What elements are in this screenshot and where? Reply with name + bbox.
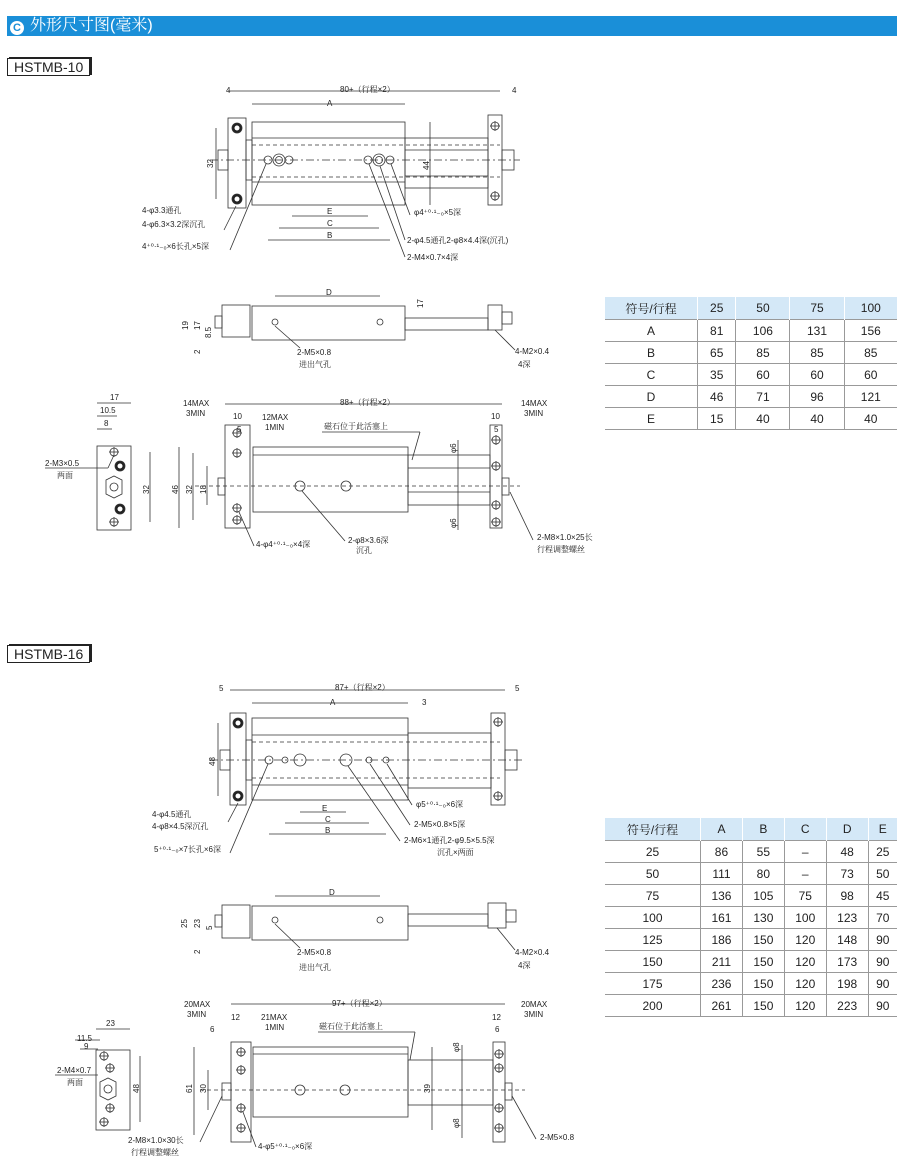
table-cell: 156 [844, 320, 897, 342]
table-cell: 50 [868, 863, 897, 885]
callout-label: 2-φ8×3.6深 [348, 536, 389, 545]
dim-label: 11.5 [77, 1034, 92, 1043]
dim-label: φ8 [452, 1042, 461, 1052]
dim-label: 3MIN [524, 409, 544, 418]
model-label-hstmb-10: HSTMB-10 [7, 58, 90, 76]
dim-label: 6 [495, 1025, 500, 1034]
dim-label: 80+（行程×2） [340, 85, 395, 94]
dim-label: A [330, 698, 336, 707]
column-header: E [868, 818, 897, 841]
dim-label: 18 [199, 485, 208, 494]
table-cell: 15 [698, 408, 736, 430]
table-cell: – [784, 841, 826, 863]
table-cell: 70 [868, 907, 897, 929]
callout-label: 2-φ4.5通孔2-φ8×4.4深(沉孔) [407, 236, 509, 245]
table-row [605, 408, 897, 430]
dim-label: 12MAX [262, 413, 289, 422]
table-cell: – [784, 863, 826, 885]
table-cell: 173 [826, 951, 868, 973]
table-cell: 25 [868, 841, 897, 863]
callout-label: 4深 [518, 961, 531, 970]
dim-label: 5 [237, 425, 242, 434]
table-cell: D [605, 386, 698, 408]
hstmb16-side-view [215, 896, 516, 950]
dim-label: 8.5 [204, 326, 213, 338]
callout-label: 4-M2×0.4 [515, 347, 550, 356]
table-row [605, 320, 897, 342]
dim-label: 23 [193, 919, 202, 928]
table-cell: 105 [742, 885, 784, 907]
dim-label: 48 [132, 1084, 141, 1093]
table-cell: 123 [826, 907, 868, 929]
dim-label: 3 [422, 698, 427, 707]
table-cell: 80 [742, 863, 784, 885]
table-header-row [605, 297, 897, 320]
table-cell: 175 [605, 973, 701, 995]
table-cell: 86 [701, 841, 743, 863]
dim-label: B [325, 826, 331, 835]
dim-label: 5 [219, 684, 224, 693]
callout-label: 4⁺⁰·¹₋₀×6长孔×5深 [142, 242, 209, 251]
table-cell: 130 [742, 907, 784, 929]
dim-label: 87+（行程×2） [335, 683, 390, 692]
table-cell: 73 [826, 863, 868, 885]
section-c-icon: C [10, 21, 24, 35]
dim-label: 61 [185, 1084, 194, 1093]
table-row [605, 863, 897, 885]
table-row [605, 929, 897, 951]
table-cell: 131 [790, 320, 844, 342]
dim-label: 23 [106, 1019, 115, 1028]
column-header: D [826, 818, 868, 841]
table-cell: 55 [742, 841, 784, 863]
table-cell: E [605, 408, 698, 430]
dim-label: 2 [193, 349, 202, 354]
column-header: 100 [844, 297, 897, 320]
table-cell: 150 [742, 951, 784, 973]
dim-label: 20MAX [521, 1000, 548, 1009]
dim-label: 1MIN [265, 1023, 285, 1032]
table-cell: 48 [826, 841, 868, 863]
callout-label: 4-φ4.5通孔 [152, 810, 192, 819]
dim-label: 9 [84, 1042, 89, 1051]
dim-label: 25 [180, 919, 189, 928]
callout-label: 2-M6×1通孔2-φ9.5×5.5深 [404, 836, 495, 845]
hstmb10-top-view [210, 91, 520, 257]
hstmb10-side-view [215, 296, 515, 350]
callout-label: 沉孔×两面 [437, 848, 474, 857]
table-cell: 120 [784, 995, 826, 1017]
table-cell: 46 [698, 386, 736, 408]
table-cell: 40 [736, 408, 790, 430]
table-cell: 136 [701, 885, 743, 907]
dim-label: 3MIN [524, 1010, 544, 1019]
table-cell: 40 [844, 408, 897, 430]
table-row [605, 907, 897, 929]
dim-label: 5 [205, 925, 214, 930]
table-cell: 261 [701, 995, 743, 1017]
callout-label: 2-M5×0.8 [297, 348, 332, 357]
table-cell: 198 [826, 973, 868, 995]
callout-label: 两面 [67, 1078, 83, 1087]
column-header: 75 [790, 297, 844, 320]
table-cell: 81 [698, 320, 736, 342]
table-cell: 50 [605, 863, 701, 885]
dim-label: B [327, 231, 333, 240]
dim-label: 12 [231, 1013, 240, 1022]
dim-label: 10 [491, 412, 500, 421]
section-title: 外形尺寸图(毫米) [30, 17, 153, 34]
dimension-table-hstmb-10 [605, 297, 897, 430]
column-header: 50 [736, 297, 790, 320]
table-cell: 90 [868, 929, 897, 951]
table-cell: 75 [605, 885, 701, 907]
table-cell: 121 [844, 386, 897, 408]
table-cell: 211 [701, 951, 743, 973]
table-cell: 85 [790, 342, 844, 364]
table-cell: 150 [742, 973, 784, 995]
column-header: C [784, 818, 826, 841]
dim-label: 44 [422, 161, 431, 170]
callout-label: 2-M4×0.7×4深 [407, 253, 459, 262]
callout-label: 2-M5×0.8 [297, 948, 332, 957]
callout-label: 4深 [518, 360, 531, 369]
table-cell: 100 [605, 907, 701, 929]
table-cell: 148 [826, 929, 868, 951]
table-row [605, 386, 897, 408]
dim-label: C [325, 815, 331, 824]
dim-label: 97+（行程×2） [332, 999, 387, 1008]
table-cell: 120 [784, 929, 826, 951]
dim-label: 19 [181, 321, 190, 330]
callout-label: 磁石位于此活塞上 [324, 422, 388, 431]
table-cell: 40 [790, 408, 844, 430]
dim-label: 5 [515, 684, 520, 693]
table-cell: 85 [844, 342, 897, 364]
callout-label: 行程调整螺丝 [537, 545, 585, 554]
dim-label: 3MIN [187, 1010, 207, 1019]
table-cell: 150 [605, 951, 701, 973]
table-cell: 90 [868, 995, 897, 1017]
callout-label: 2-M3×0.5 [45, 459, 80, 468]
dim-label: 88+（行程×2） [340, 398, 395, 407]
dim-label: 2 [193, 949, 202, 954]
callout-label: 进出气孔 [299, 963, 331, 972]
table-cell: 25 [605, 841, 701, 863]
dim-label: 4 [226, 86, 231, 95]
dim-label: D [326, 288, 332, 297]
table-cell: B [605, 342, 698, 364]
callout-label: 磁石位于此活塞上 [319, 1022, 383, 1031]
table-row [605, 951, 897, 973]
callout-label: 4-φ8×4.5深沉孔 [152, 822, 209, 831]
dim-label: 32 [206, 159, 215, 168]
callout-label: 进出气孔 [299, 360, 331, 369]
table-cell: 106 [736, 320, 790, 342]
hstmb16-top-view [210, 690, 525, 853]
table-cell: 120 [784, 951, 826, 973]
table-cell: 200 [605, 995, 701, 1017]
table-cell: 85 [736, 342, 790, 364]
table-cell: 161 [701, 907, 743, 929]
callout-label: 2-M5×0.8 [540, 1133, 575, 1142]
callout-label: 2-M8×1.0×25长 [537, 533, 593, 542]
dim-label: E [322, 804, 328, 813]
dim-label: 17 [193, 321, 202, 330]
table-row [605, 995, 897, 1017]
callout-label: 5⁺⁰·¹₋₀×7长孔×6深 [154, 845, 221, 854]
dim-label: 4 [512, 86, 517, 95]
table-cell: 96 [790, 386, 844, 408]
table-cell: A [605, 320, 698, 342]
table-row [605, 342, 897, 364]
callout-label: 4-φ6.3×3.2深沉孔 [142, 220, 206, 229]
table-cell: 90 [868, 973, 897, 995]
dim-label: 8 [104, 419, 109, 428]
dim-label: 10 [233, 412, 242, 421]
column-header: B [742, 818, 784, 841]
table-row [605, 885, 897, 907]
table-cell: 90 [868, 951, 897, 973]
dim-label: C [327, 219, 333, 228]
table-cell: 125 [605, 929, 701, 951]
dim-label: 46 [171, 485, 180, 494]
dim-label: 30 [199, 1084, 208, 1093]
dim-label: D [329, 888, 335, 897]
table-cell: C [605, 364, 698, 386]
table-cell: 75 [784, 885, 826, 907]
table-row [605, 973, 897, 995]
callout-label: 2-M8×1.0×30长 [128, 1136, 184, 1145]
dim-label: 1MIN [265, 423, 285, 432]
table-cell: 100 [784, 907, 826, 929]
dimension-table-hstmb-16 [605, 818, 897, 1017]
dim-label: 21MAX [261, 1013, 288, 1022]
dim-label: A [327, 99, 333, 108]
table-cell: 71 [736, 386, 790, 408]
callout-label: 4-φ4⁺⁰·¹₋₀×4深 [256, 540, 311, 549]
callout-label: φ5⁺⁰·¹₋₀×6深 [416, 800, 464, 809]
dim-label: φ6 [449, 518, 458, 528]
column-header: 符号/行程 [605, 818, 701, 841]
callout-label: 2-M4×0.7 [57, 1066, 92, 1075]
model-label-hstmb-16: HSTMB-16 [7, 645, 90, 663]
table-cell: 45 [868, 885, 897, 907]
dim-label: 17 [110, 393, 119, 402]
dim-label: 32 [142, 485, 151, 494]
dim-label: φ6 [449, 443, 458, 453]
dim-label: 39 [423, 1084, 432, 1093]
dim-label: 48 [208, 757, 217, 766]
dim-label: 12 [492, 1013, 501, 1022]
table-cell: 60 [790, 364, 844, 386]
table-cell: 60 [736, 364, 790, 386]
table-cell: 236 [701, 973, 743, 995]
dim-label: 10.5 [100, 406, 116, 415]
callout-label: 4-M2×0.4 [515, 948, 550, 957]
dim-label: 14MAX [183, 399, 210, 408]
table-cell: 120 [784, 973, 826, 995]
dim-label: 17 [416, 299, 425, 308]
dim-label: φ8 [452, 1118, 461, 1128]
table-row [605, 841, 897, 863]
table-cell: 186 [701, 929, 743, 951]
callout-label: 行程调整螺丝 [131, 1148, 179, 1157]
table-cell: 60 [844, 364, 897, 386]
dim-label: 20MAX [184, 1000, 211, 1009]
table-cell: 98 [826, 885, 868, 907]
callout-label: 两面 [57, 471, 73, 480]
table-row [605, 364, 897, 386]
callout-label: 沉孔 [356, 546, 372, 555]
column-header: A [701, 818, 743, 841]
table-cell: 65 [698, 342, 736, 364]
table-cell: 150 [742, 929, 784, 951]
callout-label: 2-M5×0.8×5深 [414, 820, 466, 829]
callout-label: 4-φ5⁺⁰·¹₋₀×6深 [258, 1142, 313, 1151]
dim-label: E [327, 207, 333, 216]
dim-label: 5 [494, 425, 499, 434]
table-cell: 35 [698, 364, 736, 386]
column-header: 符号/行程 [605, 297, 698, 320]
dim-label: 14MAX [521, 399, 548, 408]
table-cell: 150 [742, 995, 784, 1017]
dim-label: 6 [210, 1025, 215, 1034]
dim-label: 3MIN [186, 409, 206, 418]
column-header: 25 [698, 297, 736, 320]
callout-label: φ4⁺⁰·¹₋₀×5深 [414, 208, 462, 217]
table-header-row [605, 818, 897, 841]
callout-label: 4-φ3.3通孔 [142, 206, 182, 215]
table-cell: 111 [701, 863, 743, 885]
dim-label: 32 [185, 485, 194, 494]
table-cell: 223 [826, 995, 868, 1017]
